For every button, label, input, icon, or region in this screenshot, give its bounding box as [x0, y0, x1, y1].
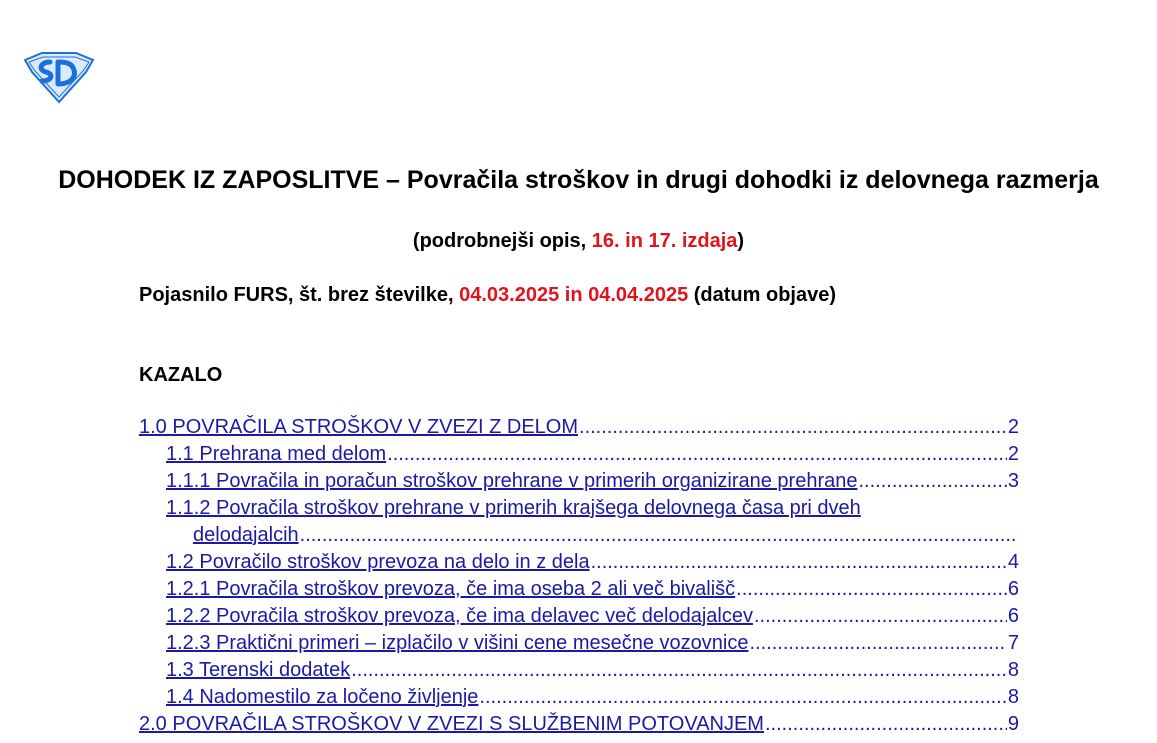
subtitle-suffix: )	[737, 230, 745, 252]
document-subtitle	[0, 228, 1157, 254]
toc-page-number: 9	[1007, 713, 1019, 735]
document-title: DOHODEK IZ ZAPOSLITVE – Povračila stroškov in drugi dohodki iz delovnega razmerja	[58, 166, 1099, 194]
toc-entry-link[interactable]: 1.3 Terenski dodatek	[166, 659, 351, 681]
subtitle-editions: 16. in 17. izdaja	[591, 230, 738, 252]
toc-page-number: 6	[1007, 605, 1019, 627]
toc-page-number: 2	[1007, 443, 1019, 465]
toc-entry-link[interactable]: 1.1 Prehrana med delom	[166, 443, 387, 465]
reference-prefix: Pojasnilo FURS, št. brez številke,	[139, 284, 460, 306]
toc-leader-dots	[749, 630, 1006, 657]
furs-reference-line	[139, 282, 836, 308]
toc-entry-link[interactable]: 1.0 POVRAČILA STROŠKOV V ZVEZI Z DELOM	[139, 416, 579, 438]
toc-entry[interactable]	[139, 711, 1019, 738]
table-of-contents	[139, 414, 1019, 738]
toc-leader-dots	[736, 576, 1007, 603]
toc-entry[interactable]	[139, 468, 1019, 495]
toc-entry-link[interactable]: 2.0 POVRAČILA STROŠKOV V ZVEZI S SLUŽBENIM POTOVANJEM	[139, 713, 764, 735]
sd-shield-logo-icon	[22, 50, 96, 104]
toc-leader-dots	[591, 549, 1007, 576]
toc-entry[interactable]	[139, 495, 1019, 522]
toc-entry[interactable]	[139, 414, 1019, 441]
toc-entry-link[interactable]: 1.2.1 Povračila stroškov prevoza, če ima oseba 2 ali več bivališč	[166, 578, 736, 600]
toc-leader-dots	[765, 711, 1007, 738]
toc-entry-link[interactable]: 1.1.1 Povračila in poračun stroškov prehrane v primerih organizirane prehrane	[166, 470, 858, 492]
subtitle-prefix: (podrobnejši opis,	[412, 230, 592, 252]
toc-entry-link[interactable]: 1.2.2 Povračila stroškov prevoza, če ima delavec več delodajalcev	[166, 605, 753, 627]
toc-entry-link[interactable]: 1.1.2 Povračila stroškov prehrane v primerih krajšega delovnega časa pri dveh	[166, 497, 861, 519]
toc-leader-dots	[579, 414, 1007, 441]
toc-leader-dots	[351, 657, 1007, 684]
toc-entry[interactable]	[139, 576, 1019, 603]
toc-entry[interactable]	[139, 441, 1019, 468]
toc-heading: KAZALO	[139, 364, 223, 386]
toc-entry-link[interactable]: 1.4 Nadomestilo za ločeno življenje	[166, 686, 479, 708]
toc-entry-link[interactable]: 1.2.3 Praktični primeri – izplačilo v višini cene mesečne vozovnice	[166, 632, 749, 654]
toc-page-number: 2	[1007, 416, 1019, 438]
toc-leader-dots	[754, 603, 1007, 630]
toc-entry[interactable]	[139, 630, 1019, 657]
toc-leader-dots	[479, 684, 1006, 711]
toc-page-number: 8	[1007, 686, 1019, 708]
toc-page-number: 6	[1007, 578, 1019, 600]
toc-entry-link[interactable]: delodajalcih	[193, 524, 299, 546]
toc-entry[interactable]	[139, 657, 1019, 684]
toc-entry-continuation[interactable]	[139, 522, 1019, 549]
toc-entry[interactable]	[139, 684, 1019, 711]
toc-page-number: 4	[1007, 551, 1019, 573]
toc-entry[interactable]	[139, 549, 1019, 576]
toc-entry-link[interactable]: 1.2 Povračilo stroškov prevoza na delo in z dela	[166, 551, 590, 573]
toc-leader-dots	[858, 468, 1006, 495]
toc-leader-dots	[300, 522, 1018, 549]
reference-suffix: (datum objave)	[688, 284, 836, 306]
toc-page-number: 3	[1007, 470, 1019, 492]
reference-dates: 04.03.2025 in 04.04.2025	[459, 284, 689, 306]
toc-entry[interactable]	[139, 603, 1019, 630]
toc-page-number: 7	[1007, 632, 1019, 654]
toc-page-number: 8	[1007, 659, 1019, 681]
toc-leader-dots	[387, 441, 1007, 468]
